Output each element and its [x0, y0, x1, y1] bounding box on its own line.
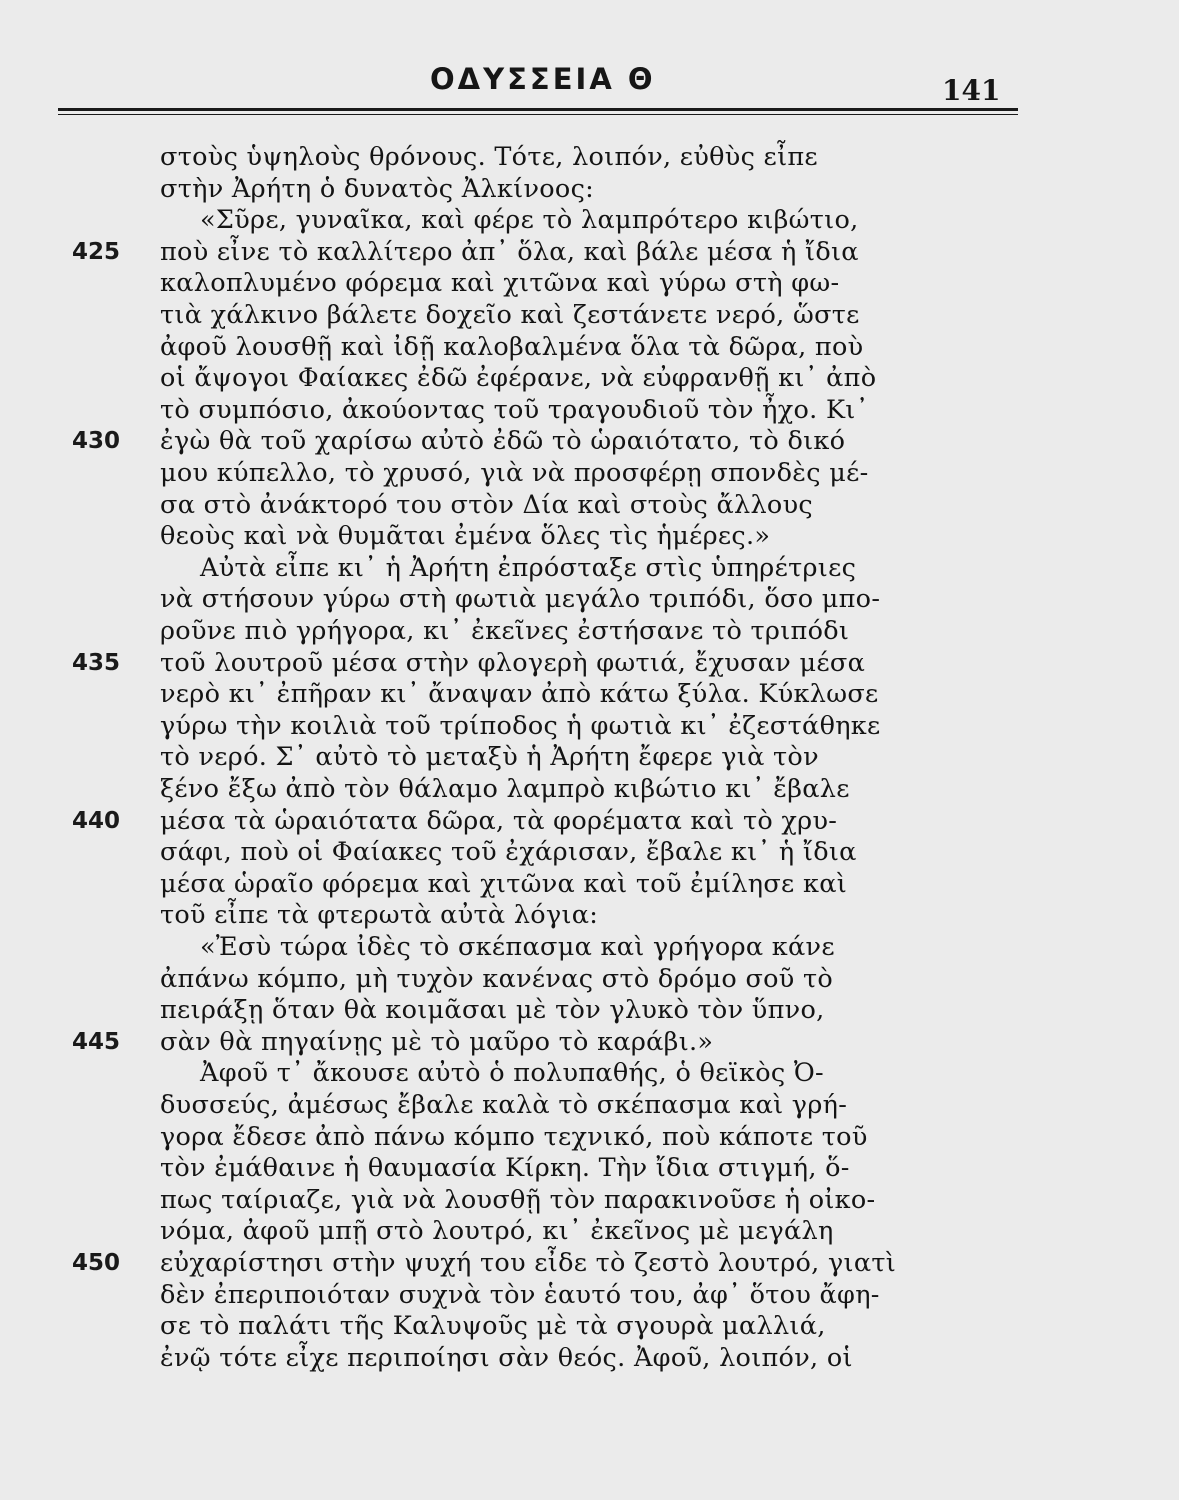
- text-line: [0, 1056, 1179, 1091]
- text-line: [0, 646, 1179, 681]
- text-line: [0, 962, 1179, 997]
- text-line: [0, 614, 1179, 649]
- text-line: [0, 488, 1179, 523]
- text-line: [0, 867, 1179, 902]
- text-line: [0, 424, 1179, 459]
- line-text: ἀπάνω κόμπο, μὴ τυχὸν κανένας στὸ δρόμο σοῦ τὸ: [160, 963, 834, 994]
- text-line: [0, 1214, 1179, 1249]
- line-text: τὸν ἐμάθαινε ἡ θαυμασία Κίρκη. Τὴν ἴδια στιγμή, ὅ-: [160, 1153, 850, 1184]
- header-rule-thin: [58, 114, 1018, 115]
- text-line: [0, 172, 1179, 207]
- line-text: νερὸ κι᾽ ἐπῆραν κι᾽ ἄναψαν ἀπὸ κάτω ξύλα. Κύκλωσε: [160, 679, 879, 710]
- text-line: [0, 330, 1179, 365]
- line-text: τὸ νερό. Σ᾽ αὐτὸ τὸ μεταξὺ ἡ Ἀρήτη ἔφερε γιὰ τὸν: [160, 742, 819, 773]
- line-text: Ἀφοῦ τ᾽ ἄκουσε αὐτὸ ὁ πολυπαθής, ὁ θεϊκὸς Ὀ-: [200, 1058, 824, 1089]
- line-text: νὰ στήσουν γύρω στὴ φωτιὰ μεγάλο τριπόδι, ὅσο μπο-: [160, 584, 881, 615]
- text-line: [0, 1151, 1179, 1186]
- line-text: πειράξῃ ὅταν θὰ κοιμᾶσαι μὲ τὸν γλυκὸ τὸν ὕπνο,: [160, 995, 825, 1026]
- text-line: [0, 930, 1179, 965]
- line-text: εὐχαρίστησι στὴν ψυχή του εἶδε τὸ ζεστὸ λουτρό, γιατὶ: [160, 1248, 897, 1278]
- line-text: γορα ἔδεσε ἀπὸ πάνω κόμπο τεχνικό, ποὺ κάποτε τοῦ: [160, 1121, 868, 1152]
- text-line: [0, 298, 1179, 333]
- line-text: τιὰ χάλκινο βάλετε δοχεῖο καὶ ζεστάνετε νερό, ὥστε: [160, 300, 860, 330]
- line-number: 430: [72, 428, 121, 455]
- running-head: ΟΔΥΣΣΕΙΑ Θ: [430, 62, 656, 96]
- line-text: σε τὸ παλάτι τῆς Καλυψοῦς μὲ τὰ σγουρὰ μαλλιά,: [160, 1311, 826, 1342]
- text-line: [0, 456, 1179, 491]
- line-text: καλοπλυμένο φόρεμα καὶ χιτῶνα καὶ γύρω στὴ φω-: [160, 268, 840, 299]
- text-line: [0, 1309, 1179, 1344]
- line-text: νόμα, ἀφοῦ μπῇ στὸ λουτρό, κι᾽ ἐκεῖνος μὲ μεγάλη: [160, 1216, 834, 1247]
- line-text: ἀφοῦ λουσθῇ καὶ ἰδῇ καλοβαλμένα ὅλα τὰ δῶρα, ποὺ: [160, 331, 864, 362]
- header-rule: [58, 108, 1018, 111]
- text-line: [0, 551, 1179, 586]
- line-number: 440: [72, 807, 121, 834]
- line-text: οἱ ἄψογοι Φαίακες ἐδῶ ἐφέρανε, νὰ εὐφρανθῇ κι᾽ ἀπὸ: [160, 363, 877, 394]
- line-text: Αὐτὰ εἶπε κι᾽ ἡ Ἀρήτη ἐπρόσταξε στὶς ὑπηρέτριες: [200, 552, 857, 583]
- line-text: σα στὸ ἀνάκτορό του στὸν Δία καὶ στοὺς ἄλλους: [160, 489, 813, 520]
- line-text: τοῦ εἶπε τὰ φτερωτὰ αὐτὰ λόγια:: [160, 900, 599, 931]
- line-text: πως ταίριαζε, γιὰ νὰ λουσθῇ τὸν παρακινοῦσε ἡ οἰκο-: [160, 1184, 876, 1215]
- text-line: [0, 804, 1179, 839]
- text-line: [0, 677, 1179, 712]
- text-line: [0, 993, 1179, 1028]
- line-text: θεοὺς καὶ νὰ θυμᾶται ἐμένα ὅλες τὶς ἡμέρες.»: [160, 521, 771, 552]
- text-line: [0, 1341, 1179, 1376]
- line-text: στοὺς ὑψηλοὺς θρόνους. Τότε, λοιπόν, εὐθὺς εἶπε: [160, 142, 818, 172]
- text-line: [0, 582, 1179, 617]
- line-number: 445: [72, 1028, 121, 1055]
- line-text: γύρω τὴν κοιλιὰ τοῦ τρίποδος ἡ φωτιὰ κι᾽ ἐζεστάθηκε: [160, 710, 881, 741]
- line-text: τοῦ λουτροῦ μέσα στὴν φλογερὴ φωτιά, ἔχυσαν μέσα: [160, 647, 866, 678]
- text-line: [0, 203, 1179, 238]
- line-text: μου κύπελλο, τὸ χρυσό, γιὰ νὰ προσφέρῃ σπονδὲς μέ-: [160, 458, 869, 488]
- text-line: [0, 1120, 1179, 1155]
- line-text: ποὺ εἶνε τὸ καλλίτερο ἀπ᾽ ὅλα, καὶ βάλε μέσα ἡ ἴδια: [160, 236, 859, 267]
- text-line: [0, 235, 1179, 270]
- text-line: [0, 393, 1179, 428]
- line-text: ἐγὼ θὰ τοῦ χαρίσω αὐτὸ ἐδῶ τὸ ὡραιότατο, τὸ δικό: [160, 426, 846, 457]
- text-line: [0, 361, 1179, 396]
- text-line: [0, 1278, 1179, 1313]
- text-line: [0, 140, 1179, 175]
- line-text: στὴν Ἀρήτη ὁ δυνατὸς Ἀλκίνοος:: [160, 173, 595, 204]
- line-text: «Ἐσὺ τώρα ἰδὲς τὸ σκέπασμα καὶ γρήγορα κάνε: [200, 932, 835, 962]
- line-text: σάφι, ποὺ οἱ Φαίακες τοῦ ἐχάρισαν, ἔβαλε κι᾽ ἡ ἴδια: [160, 837, 857, 868]
- line-text: δυσσεύς, ἀμέσως ἔβαλε καλὰ τὸ σκέπασμα καὶ γρή-: [160, 1090, 848, 1120]
- line-text: ξένο ἔξω ἀπὸ τὸν θάλαμο λαμπρὸ κιβώτιο κι᾽ ἔβαλε: [160, 774, 850, 804]
- text-line: [0, 1183, 1179, 1218]
- line-text: μέσα τὰ ὡραιότατα δῶρα, τὰ φορέματα καὶ τὸ χρυ-: [160, 805, 838, 836]
- line-text: «Σῦρε, γυναῖκα, καὶ φέρε τὸ λαμπρότερο κιβώτιο,: [200, 205, 859, 236]
- line-text: δὲν ἐπεριποιόταν συχνὰ τὸν ἑαυτό του, ἀφ᾽ ὅτου ἄφη-: [160, 1279, 880, 1310]
- text-line: [0, 519, 1179, 554]
- line-text: μέσα ὡραῖο φόρεμα καὶ χιτῶνα καὶ τοῦ ἐμίλησε καὶ: [160, 868, 848, 899]
- text-line: [0, 1025, 1179, 1060]
- line-text: τὸ συμπόσιο, ἀκούοντας τοῦ τραγουδιοῦ τὸν ἦχο. Κι᾽: [160, 394, 869, 425]
- line-number: 450: [72, 1250, 121, 1276]
- text-line: [0, 1246, 1179, 1281]
- page-number: 141: [942, 74, 1001, 107]
- text-line: [0, 898, 1179, 933]
- line-number: 425: [72, 238, 121, 265]
- line-text: σὰν θὰ πηγαίνῃς μὲ τὸ μαῦρο τὸ καράβι.»: [160, 1026, 714, 1057]
- text-line: [0, 740, 1179, 775]
- text-line: [0, 266, 1179, 301]
- text-line: [0, 1088, 1179, 1123]
- line-text: ροῦνε πιὸ γρήγορα, κι᾽ ἐκεῖνες ἐστήσανε τὸ τριπόδι: [160, 616, 850, 646]
- line-number: 435: [72, 649, 121, 676]
- text-line: [0, 835, 1179, 870]
- text-line: [0, 772, 1179, 807]
- text-line: [0, 709, 1179, 744]
- line-text: ἐνῷ τότε εἶχε περιποίησι σὰν θεός. Ἀφοῦ, λοιπόν, οἱ: [160, 1342, 853, 1373]
